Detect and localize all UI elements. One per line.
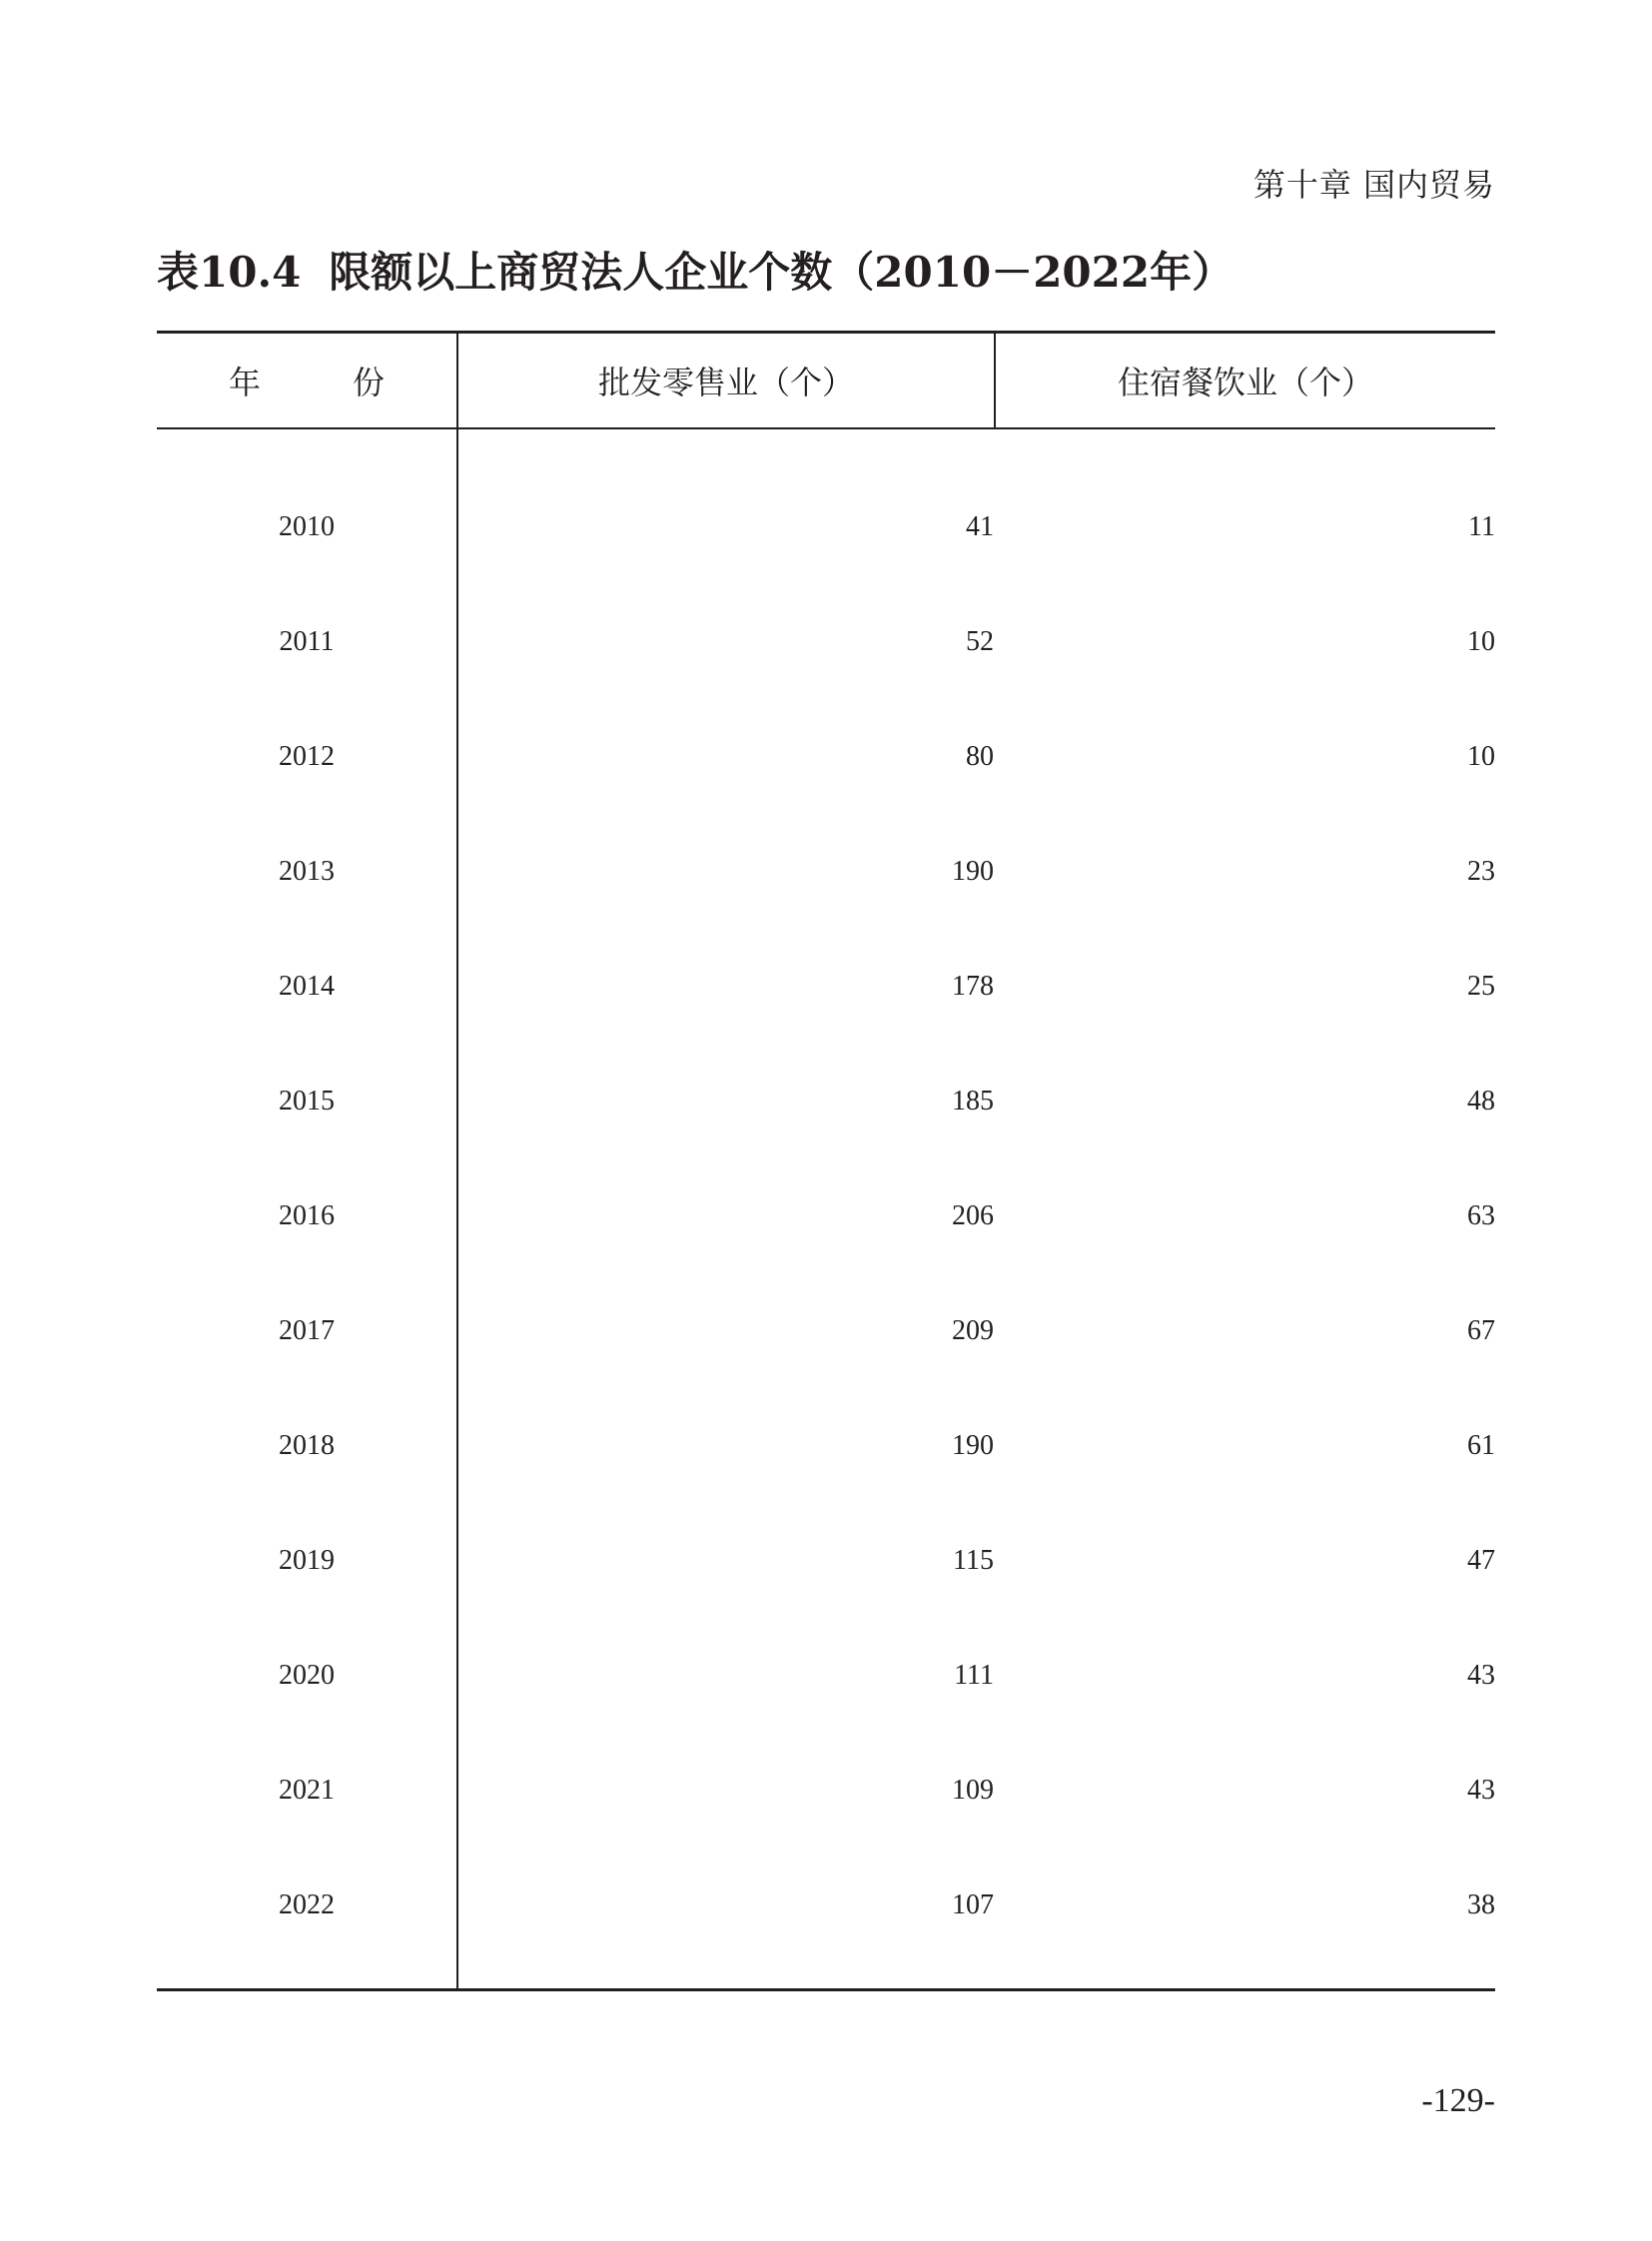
column-header-wholesale-retail: 批发零售业（个） (597, 364, 854, 401)
cell-accommodation-catering: 25 (1467, 971, 1495, 1002)
cell-year: 2015 (279, 1086, 335, 1117)
cell-accommodation-catering: 23 (1467, 856, 1495, 887)
cell-year: 2010 (279, 511, 335, 542)
cell-accommodation-catering: 11 (1468, 511, 1495, 542)
cell-accommodation-catering: 43 (1467, 1660, 1495, 1691)
cell-wholesale-retail: 109 (952, 1775, 994, 1806)
cell-wholesale-retail: 185 (952, 1086, 994, 1117)
cell-accommodation-catering: 67 (1467, 1315, 1495, 1346)
cell-wholesale-retail: 111 (954, 1660, 994, 1691)
cell-accommodation-catering: 61 (1467, 1430, 1495, 1461)
cell-wholesale-retail: 190 (952, 856, 994, 887)
cell-wholesale-retail: 206 (952, 1200, 994, 1231)
table-title (157, 240, 1234, 300)
cell-year: 2016 (279, 1200, 335, 1231)
table-bottom-rule (157, 1988, 1495, 1991)
page-number: -129- (1421, 2082, 1495, 2119)
chapter-header: 第十章 国内贸易 (1252, 166, 1495, 204)
cell-wholesale-retail: 115 (953, 1545, 994, 1576)
column-divider (456, 331, 458, 1989)
table-row (157, 511, 1495, 551)
table-row (157, 1430, 1495, 1470)
table-row (157, 1086, 1495, 1125)
cell-year: 2021 (279, 1775, 335, 1806)
table-row (157, 856, 1495, 896)
table-caption: 限额以上商贸法人企业个数（2010－2022年） (329, 248, 1235, 297)
table-row (157, 1545, 1495, 1585)
cell-accommodation-catering: 38 (1467, 1889, 1495, 1920)
table-row (157, 1660, 1495, 1700)
cell-wholesale-retail: 52 (966, 626, 994, 657)
cell-wholesale-retail: 178 (952, 971, 994, 1002)
cell-accommodation-catering: 43 (1467, 1775, 1495, 1806)
cell-wholesale-retail: 190 (952, 1430, 994, 1461)
table-header-rule (157, 427, 1495, 429)
cell-year: 2019 (279, 1545, 335, 1576)
cell-year: 2022 (279, 1889, 335, 1920)
cell-year: 2018 (279, 1430, 335, 1461)
cell-accommodation-catering: 48 (1467, 1086, 1495, 1117)
table-row (157, 1315, 1495, 1355)
column-header-year: 年 份 (228, 364, 414, 401)
table-row (157, 626, 1495, 666)
table-row (157, 1200, 1495, 1240)
cell-year: 2013 (279, 856, 335, 887)
cell-accommodation-catering: 47 (1467, 1545, 1495, 1576)
cell-accommodation-catering: 63 (1467, 1200, 1495, 1231)
table-row (157, 971, 1495, 1011)
cell-year: 2017 (279, 1315, 335, 1346)
table-row (157, 1775, 1495, 1815)
table-number: 表10.4 (157, 248, 302, 297)
cell-accommodation-catering: 10 (1467, 626, 1495, 657)
cell-wholesale-retail: 107 (952, 1889, 994, 1920)
cell-accommodation-catering: 10 (1467, 741, 1495, 772)
cell-year: 2012 (279, 741, 335, 772)
cell-wholesale-retail: 209 (952, 1315, 994, 1346)
cell-year: 2020 (279, 1660, 335, 1691)
cell-year: 2014 (279, 971, 335, 1002)
table-row (157, 741, 1495, 781)
cell-wholesale-retail: 80 (966, 741, 994, 772)
cell-wholesale-retail: 41 (966, 511, 994, 542)
column-header-accommodation-catering: 住宿餐饮业（个） (1117, 364, 1373, 401)
cell-year: 2011 (279, 626, 335, 657)
table-row (157, 1889, 1495, 1929)
